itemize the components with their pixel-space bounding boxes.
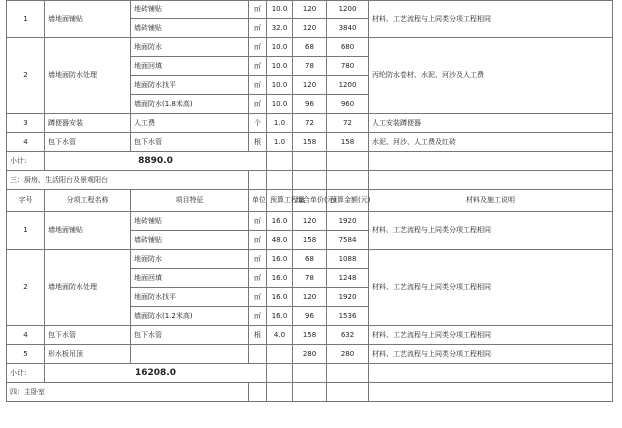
- project-cell: 包下水管: [45, 133, 131, 152]
- feature-cell: 地面防水: [131, 38, 249, 57]
- price-cell: 72: [293, 114, 327, 133]
- note-cell: 材料、工艺流程与上同类分项工程相同: [369, 326, 613, 345]
- budget-table: [6, 0, 613, 402]
- unit-cell: ㎡: [249, 57, 267, 76]
- amount-cell: 632: [327, 326, 369, 345]
- seq-cell: 1: [7, 212, 45, 250]
- header-row: [7, 190, 613, 212]
- project-cell: 蹲便器安装: [45, 114, 131, 133]
- qty-cell: 1.0: [267, 114, 293, 133]
- amount-cell: 780: [327, 57, 369, 76]
- qty-cell: 16.0: [267, 212, 293, 231]
- subtotal-value: 8890.0: [45, 152, 267, 171]
- table-row: [7, 250, 613, 269]
- subtotal-label: 小计:: [7, 152, 45, 171]
- feature-cell: 地面回填: [131, 269, 249, 288]
- feature-cell: 墙面防水(1.2米高): [131, 307, 249, 326]
- price-cell: 68: [293, 250, 327, 269]
- amount-cell: 1920: [327, 288, 369, 307]
- header-unit: 单位: [249, 190, 267, 212]
- qty-cell: 10.0: [267, 76, 293, 95]
- table-row: [7, 345, 613, 364]
- project-cell: 形水板吊顶: [45, 345, 131, 364]
- subtotal-row: [7, 364, 613, 383]
- seq-cell: 1: [7, 1, 45, 38]
- price-cell: 120: [293, 76, 327, 95]
- unit-cell: ㎡: [249, 212, 267, 231]
- note-cell: 材料、工艺流程与上同类分项工程相同: [369, 212, 613, 250]
- feature-cell: 地面防水找平: [131, 288, 249, 307]
- price-cell: 120: [293, 1, 327, 19]
- price-cell: 158: [293, 133, 327, 152]
- amount-cell: 72: [327, 114, 369, 133]
- qty-cell: 16.0: [267, 269, 293, 288]
- note-cell: 材料、工艺流程与上同类分项工程相同: [369, 345, 613, 364]
- feature-cell: 地砖铺贴: [131, 212, 249, 231]
- table-row: [7, 1, 613, 19]
- feature-cell: 地面回填: [131, 57, 249, 76]
- amount-cell: 3840: [327, 19, 369, 38]
- qty-cell: 16.0: [267, 288, 293, 307]
- subtotal-row: [7, 152, 613, 171]
- seq-cell: 3: [7, 114, 45, 133]
- feature-cell: 墙砖铺贴: [131, 19, 249, 38]
- unit-cell: 根: [249, 326, 267, 345]
- feature-cell: 墙砖铺贴: [131, 231, 249, 250]
- unit-cell: ㎡: [249, 95, 267, 114]
- seq-cell: 4: [7, 326, 45, 345]
- qty-cell: 10.0: [267, 95, 293, 114]
- qty-cell: 48.0: [267, 231, 293, 250]
- qty-cell: 1.0: [267, 133, 293, 152]
- amount-cell: 1200: [327, 1, 369, 19]
- price-cell: 96: [293, 95, 327, 114]
- price-cell: 68: [293, 38, 327, 57]
- feature-cell: 地面防水: [131, 250, 249, 269]
- budget-sheet: [6, 0, 612, 426]
- qty-cell: 10.0: [267, 38, 293, 57]
- seq-cell: 2: [7, 38, 45, 114]
- qty-cell: 32.0: [267, 19, 293, 38]
- amount-cell: 1920: [327, 212, 369, 231]
- table-row: [7, 326, 613, 345]
- amount-cell: 960: [327, 95, 369, 114]
- feature-cell: 人工费: [131, 114, 249, 133]
- header-qty: 预算工程量: [267, 190, 293, 212]
- table-row: [7, 133, 613, 152]
- table-row: [7, 38, 613, 57]
- unit-cell: ㎡: [249, 38, 267, 57]
- section-title: 三：厨房、生活阳台及景观阳台: [7, 171, 249, 190]
- unit-cell: ㎡: [249, 1, 267, 19]
- unit-cell: ㎡: [249, 307, 267, 326]
- subtotal-value: 16208.0: [45, 364, 267, 383]
- seq-cell: 4: [7, 133, 45, 152]
- note-cell: 丙纶防水卷材、水泥、河沙及人工费: [369, 38, 613, 114]
- amount-cell: 280: [327, 345, 369, 364]
- price-cell: 120: [293, 288, 327, 307]
- note-cell: 水泥、河沙、人工费及红砖: [369, 133, 613, 152]
- section-title: 四：主卧室: [7, 383, 249, 402]
- note-cell: 材料、工艺流程与上同类分项工程相同: [369, 1, 613, 38]
- price-cell: 78: [293, 269, 327, 288]
- price-cell: 78: [293, 57, 327, 76]
- header-notes: 材料及施工说明: [369, 190, 613, 212]
- header-feature: 项目特征: [131, 190, 249, 212]
- feature-cell: 墙面防水(1.8米高): [131, 95, 249, 114]
- subtotal-label: 小计:: [7, 364, 45, 383]
- unit-cell: ㎡: [249, 19, 267, 38]
- unit-cell: 个: [249, 114, 267, 133]
- project-cell: 墙地面防水处理: [45, 38, 131, 114]
- price-cell: 280: [293, 345, 327, 364]
- header-price: 综合单价(元): [293, 190, 327, 212]
- section-row: [7, 171, 613, 190]
- note-cell: 材料、工艺流程与上同类分项工程相同: [369, 250, 613, 326]
- price-cell: 120: [293, 19, 327, 38]
- unit-cell: ㎡: [249, 250, 267, 269]
- amount-cell: 1248: [327, 269, 369, 288]
- header-project: 分项工程名称: [45, 190, 131, 212]
- section-row: [7, 383, 613, 402]
- qty-cell: 10.0: [267, 57, 293, 76]
- feature-cell: 包下水管: [131, 326, 249, 345]
- qty-cell: 4.0: [267, 326, 293, 345]
- price-cell: 96: [293, 307, 327, 326]
- feature-cell: 包下水管: [131, 133, 249, 152]
- project-cell: 包下水管: [45, 326, 131, 345]
- table-row: [7, 114, 613, 133]
- note-cell: 人工安装蹲便器: [369, 114, 613, 133]
- table-row: [7, 212, 613, 231]
- feature-cell: 地砖铺贴: [131, 1, 249, 19]
- price-cell: 158: [293, 326, 327, 345]
- qty-cell: 10.0: [267, 1, 293, 19]
- unit-cell: 根: [249, 133, 267, 152]
- project-cell: 墙地面铺贴: [45, 1, 131, 38]
- feature-cell: 地面防水找平: [131, 76, 249, 95]
- amount-cell: 1088: [327, 250, 369, 269]
- qty-cell: 16.0: [267, 307, 293, 326]
- header-amount: 预算金额(元): [327, 190, 369, 212]
- unit-cell: ㎡: [249, 76, 267, 95]
- amount-cell: 680: [327, 38, 369, 57]
- amount-cell: 1200: [327, 76, 369, 95]
- amount-cell: 7584: [327, 231, 369, 250]
- unit-cell: [249, 345, 267, 364]
- unit-cell: ㎡: [249, 288, 267, 307]
- feature-cell: [131, 345, 249, 364]
- unit-cell: ㎡: [249, 269, 267, 288]
- qty-cell: 16.0: [267, 250, 293, 269]
- price-cell: 158: [293, 231, 327, 250]
- project-cell: 墙地面铺贴: [45, 212, 131, 250]
- header-seq: 字号: [7, 190, 45, 212]
- price-cell: 120: [293, 212, 327, 231]
- unit-cell: ㎡: [249, 231, 267, 250]
- qty-cell: [267, 345, 293, 364]
- seq-cell: 2: [7, 250, 45, 326]
- seq-cell: 5: [7, 345, 45, 364]
- amount-cell: 158: [327, 133, 369, 152]
- amount-cell: 1536: [327, 307, 369, 326]
- project-cell: 墙地面防水处理: [45, 250, 131, 326]
